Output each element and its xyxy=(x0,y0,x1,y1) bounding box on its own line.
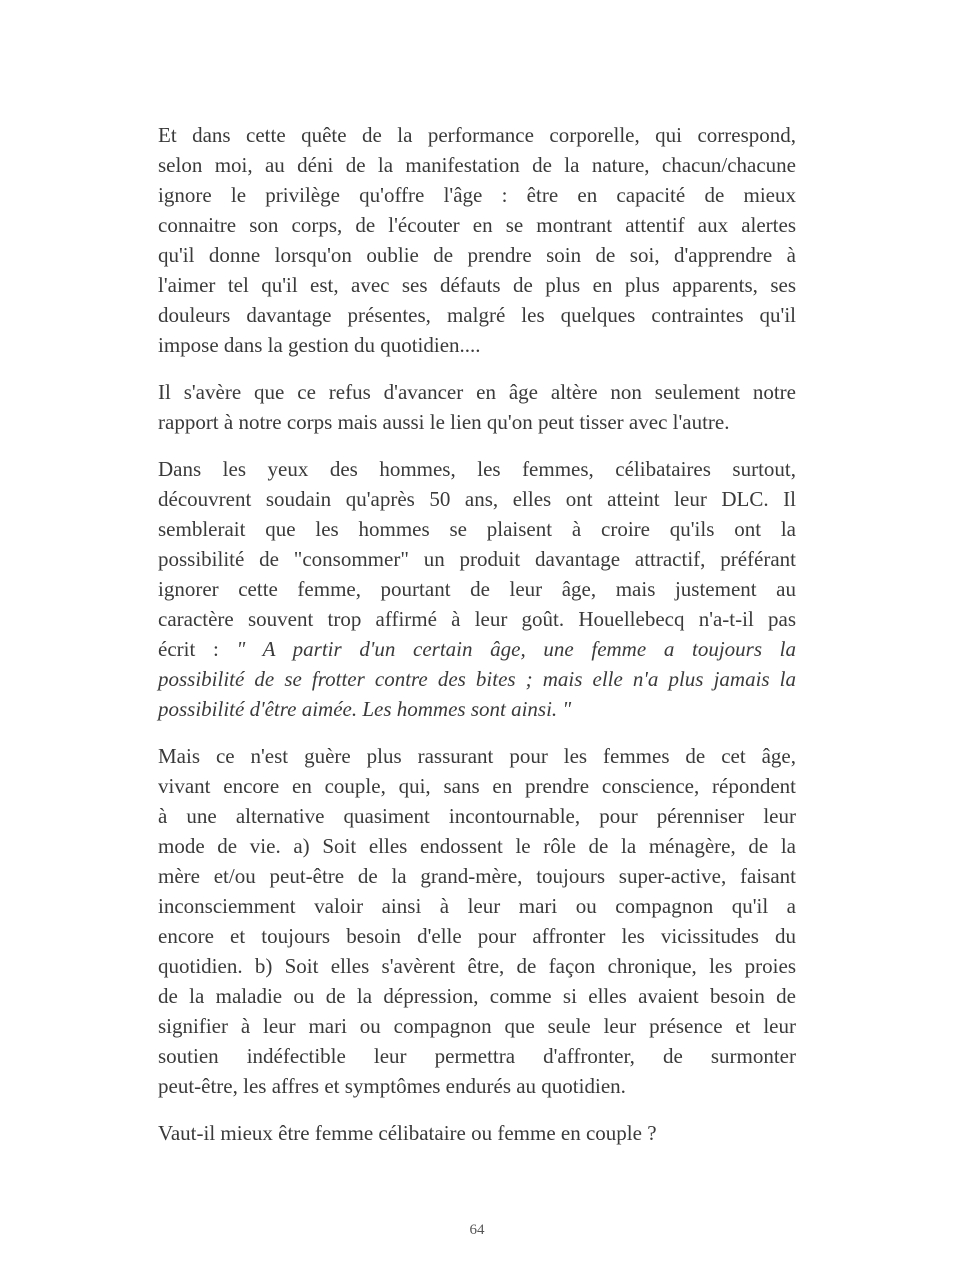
body-text: Vaut-il mieux être femme célibataire ou femme en couple ? xyxy=(158,1121,657,1145)
body-text: douleurs davantage présentes, malgré les quelques contraintes qu'il xyxy=(158,303,796,327)
body-text: à une alternative quasiment incontournable, pour pérenniser leur xyxy=(158,804,796,828)
paragraph xyxy=(158,120,796,360)
body-text: vivant encore en couple, qui, sans en prendre conscience, répondent xyxy=(158,774,796,798)
body-text: caractère souvent trop affirmé à leur goût. Houellebecq n'a-t-il pas xyxy=(158,607,796,631)
text-line xyxy=(158,454,796,484)
text-line xyxy=(158,921,796,951)
text-line xyxy=(158,514,796,544)
paragraph xyxy=(158,1118,796,1148)
text-line xyxy=(158,1041,796,1071)
body-text: selon moi, au déni de la manifestation de la nature, chacun/chacune xyxy=(158,153,796,177)
text-line xyxy=(158,1118,796,1148)
text-line xyxy=(158,634,796,664)
body-text: quotidien. b) Soit elles s'avèrent être, de façon chronique, les proies xyxy=(158,954,796,978)
text-line xyxy=(158,831,796,861)
body-text: Et dans cette quête de la performance corporelle, qui correspond, xyxy=(158,123,796,147)
text-line xyxy=(158,604,796,634)
text-line xyxy=(158,694,796,724)
quote-text: " A partir d'un certain âge, une femme a toujours la xyxy=(236,637,797,661)
body-text: ignorer cette femme, pourtant de leur âge, mais justement au xyxy=(158,577,796,601)
body-text: possibilité de "consommer" un produit davantage attractif, préférant xyxy=(158,547,796,571)
text-line xyxy=(158,407,796,437)
body-text: l'aimer tel qu'il est, avec ses défauts de plus en plus apparents, ses xyxy=(158,273,796,297)
body-text: Mais ce n'est guère plus rassurant pour les femmes de cet âge, xyxy=(158,744,796,768)
body-text: rapport à notre corps mais aussi le lien qu'on peut tisser avec l'autre. xyxy=(158,410,730,434)
text-line xyxy=(158,664,796,694)
body-text: Dans les yeux des hommes, les femmes, célibataires surtout, xyxy=(158,457,796,481)
body-text: ignore le privilège qu'offre l'âge : être en capacité de mieux xyxy=(158,183,796,207)
text-line xyxy=(158,544,796,574)
body-text: Il s'avère que ce refus d'avancer en âge altère non seulement notre xyxy=(158,380,796,404)
body-text: qu'il donne lorsqu'on oublie de prendre soin de soi, d'apprendre à xyxy=(158,243,796,267)
body-text: écrit : xyxy=(158,637,237,661)
quote-text: possibilité d'être aimée. Les hommes sont ainsi. " xyxy=(158,697,572,721)
quote-text: possibilité de se frotter contre des bites ; mais elle n'a plus jamais la xyxy=(158,667,796,691)
body-text: soutien indéfectible leur permettra d'affronter, de surmonter xyxy=(158,1044,796,1068)
text-line xyxy=(158,741,796,771)
text-line xyxy=(158,771,796,801)
body-text: semblerait que les hommes se plaisent à croire qu'ils ont la xyxy=(158,517,796,541)
text-line xyxy=(158,484,796,514)
text-line xyxy=(158,1011,796,1041)
text-line xyxy=(158,951,796,981)
body-text: connaitre son corps, de l'écouter en se montrant attentif aux alertes xyxy=(158,213,796,237)
page-number: 64 xyxy=(469,1222,485,1238)
text-line xyxy=(158,801,796,831)
paragraph xyxy=(158,377,796,437)
text-line xyxy=(158,981,796,1011)
text-line xyxy=(158,180,796,210)
body-text: signifier à leur mari ou compagnon que seule leur présence et leur xyxy=(158,1014,796,1038)
paragraph xyxy=(158,454,796,724)
text-line xyxy=(158,861,796,891)
text-line xyxy=(158,240,796,270)
body-text: découvrent soudain qu'après 50 ans, elles ont atteint leur DLC. Il xyxy=(158,487,796,511)
text-line xyxy=(158,891,796,921)
text-line xyxy=(158,210,796,240)
body-text: impose dans la gestion du quotidien.... xyxy=(158,333,481,357)
text-line xyxy=(158,330,796,360)
body-text: mode de vie. a) Soit elles endossent le rôle de la ménagère, de la xyxy=(158,834,796,858)
body-text: inconsciemment valoir ainsi à leur mari ou compagnon qu'il a xyxy=(158,894,796,918)
paragraph xyxy=(158,741,796,1101)
text-line xyxy=(158,270,796,300)
body-text: encore et toujours besoin d'elle pour affronter les vicissitudes du xyxy=(158,924,796,948)
text-line xyxy=(158,120,796,150)
body-text: mère et/ou peut-être de la grand-mère, toujours super-active, faisant xyxy=(158,864,796,888)
text-line xyxy=(158,150,796,180)
text-line xyxy=(158,574,796,604)
text-line xyxy=(158,1071,796,1101)
body-text: peut-être, les affres et symptômes endurés au quotidien. xyxy=(158,1074,626,1098)
document-body xyxy=(158,120,796,1165)
text-line xyxy=(158,377,796,407)
text-line xyxy=(158,300,796,330)
body-text: de la maladie ou de la dépression, comme si elles avaient besoin de xyxy=(158,984,796,1008)
